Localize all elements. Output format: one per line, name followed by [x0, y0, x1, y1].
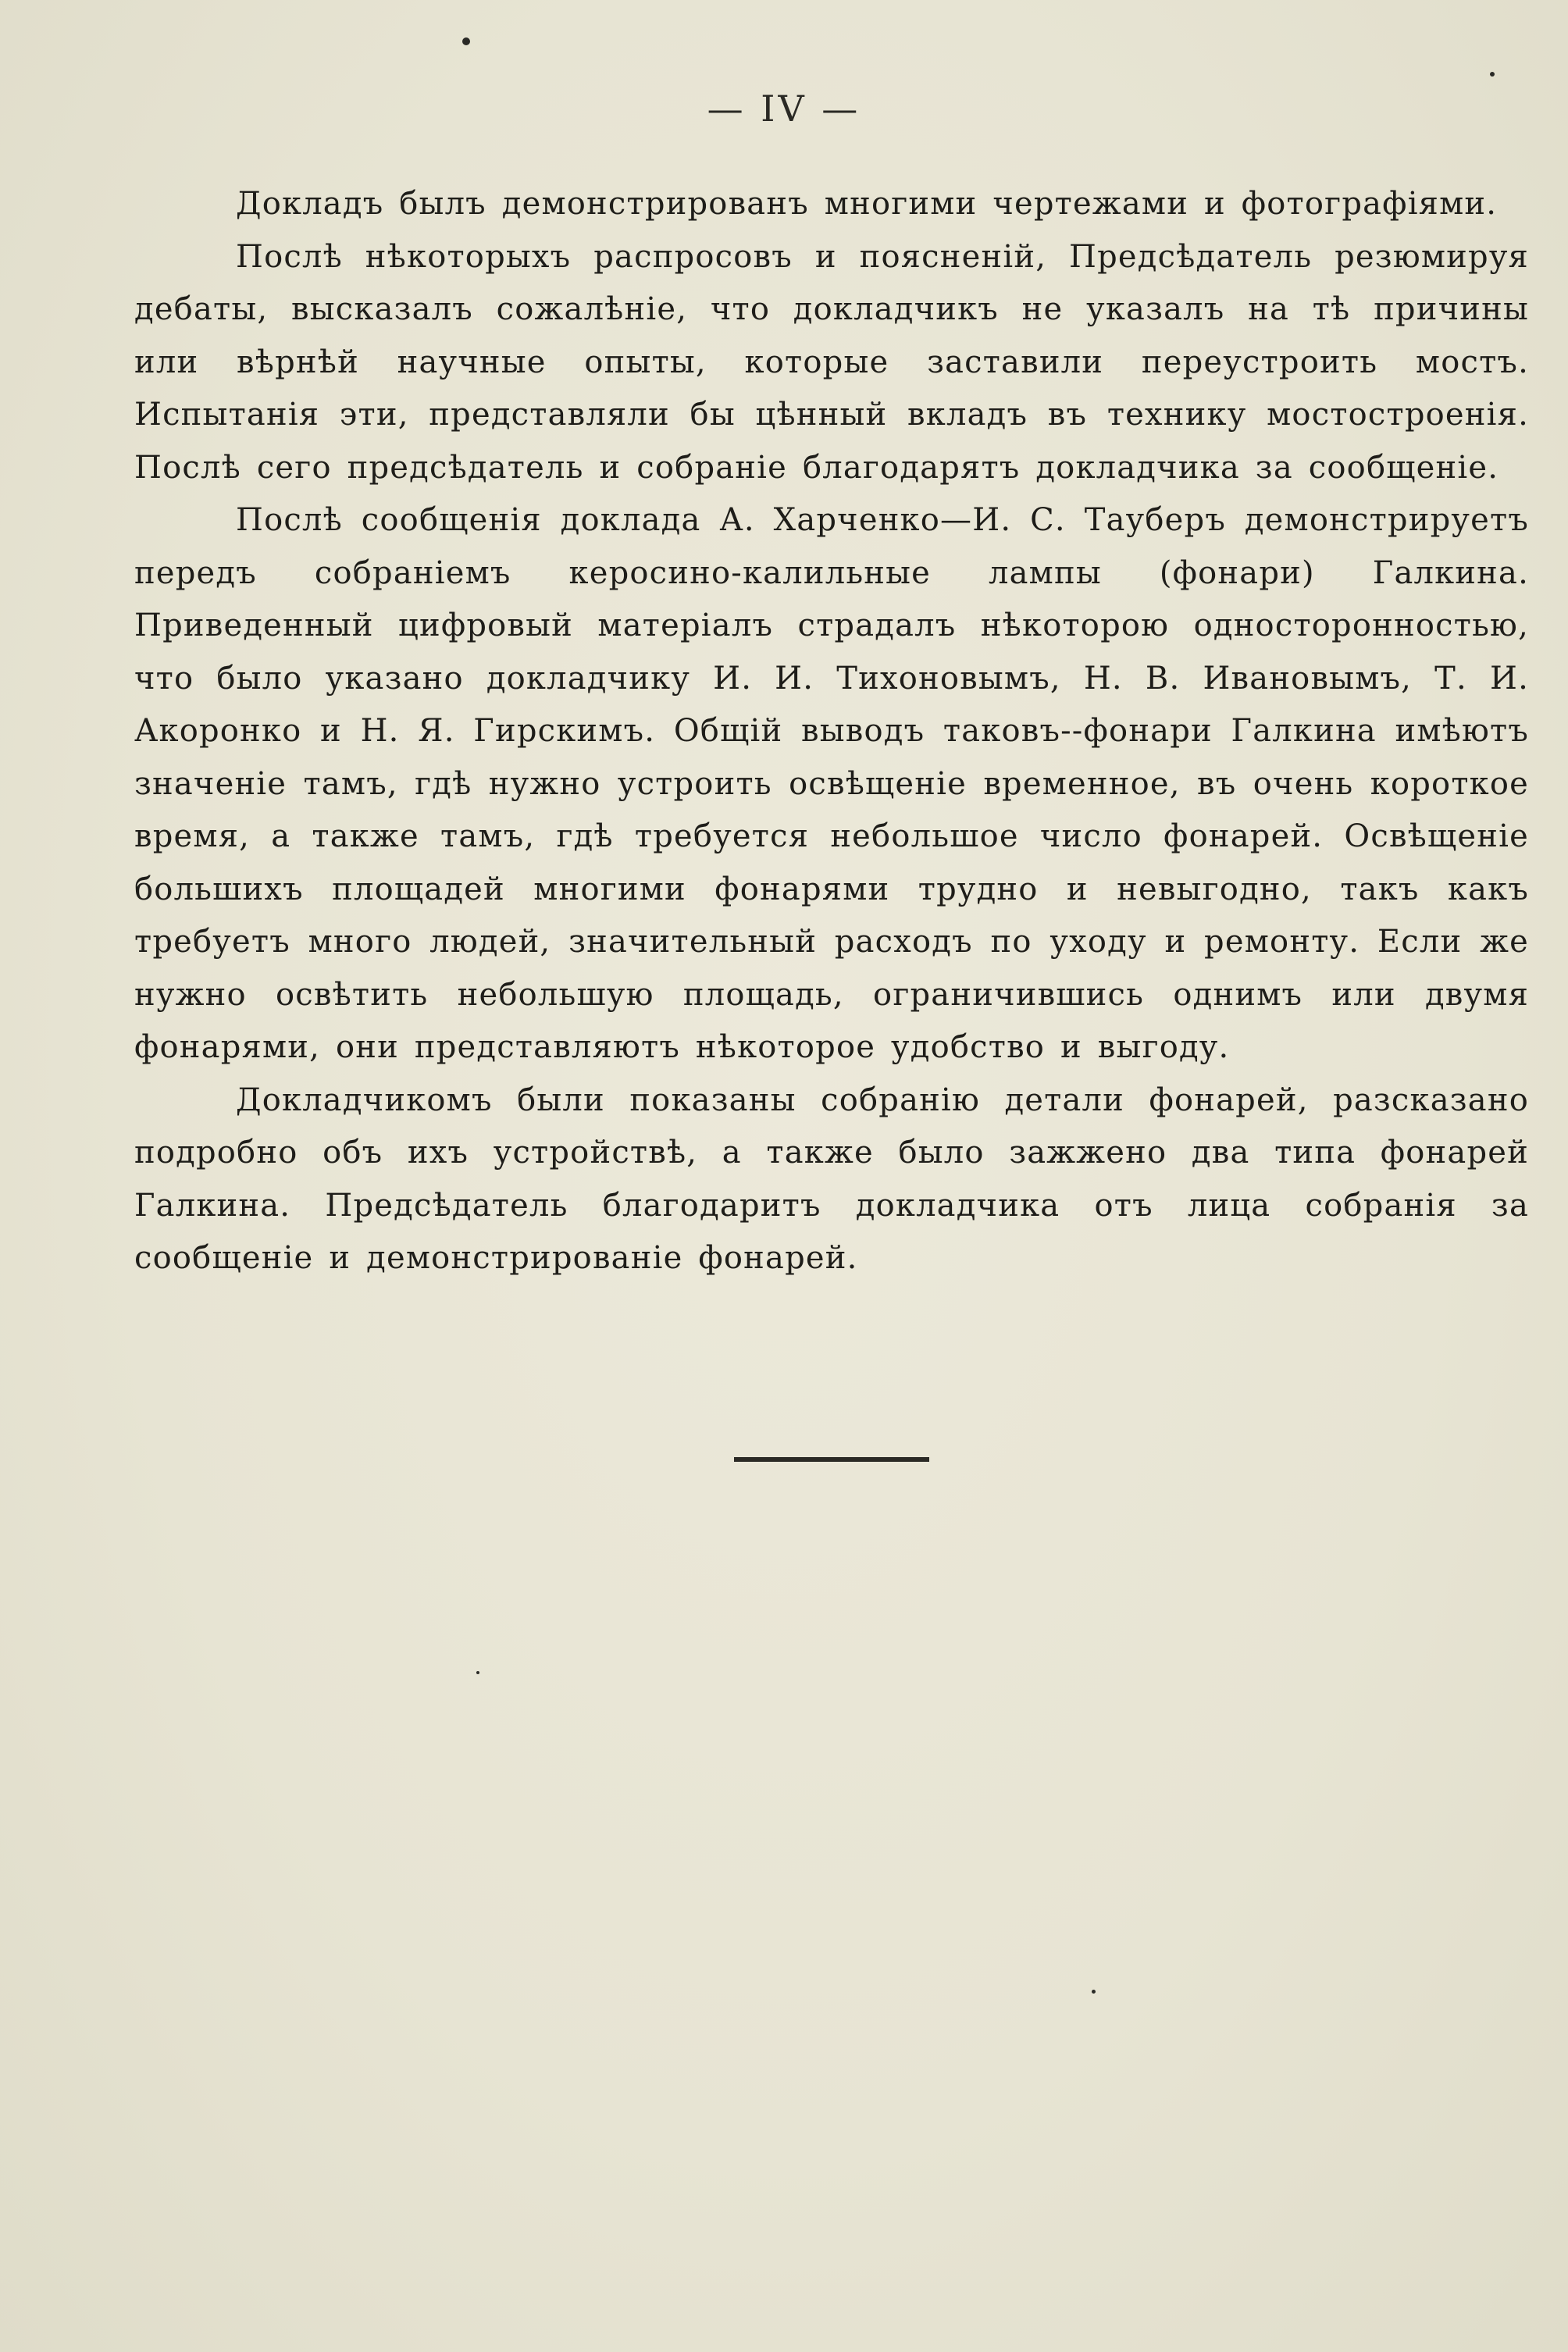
ink-speck: [1490, 72, 1495, 77]
paragraph: Послѣ нѣкоторыхъ распросовъ и поясненій, Предсѣдатель резюмируя дебаты, высказалъ сожалѣніе, что докладчикъ не указалъ на тѣ причины или вѣрнѣй научные опыты, которые заставили переустроить мостъ. Испытанія эти, представляли бы цѣнный вкладъ въ технику мостостроенія. Послѣ сего предсѣдатель и собраніе благодарятъ докладчика за сообщеніе.: [134, 238, 1529, 486]
section-divider: [734, 1457, 929, 1462]
page-number-header: — IV —: [707, 87, 861, 130]
paragraph: Докладъ былъ демонстрированъ многими чертежами и фотографіями.: [236, 186, 1498, 222]
paragraph: Послѣ сообщенія доклада А. Харченко—И. С. Тауберъ демонстрируетъ передъ собраніемъ керосино-калильные лампы (фонари) Галкина. Приведенный цифровый матеріалъ страдалъ нѣкоторою односторонностью, что было указано докладчику И. И. Тихоновымъ, Н. В. Ивановымъ, Т. И. Акоронко и Н. Я. Гирскимъ. Общій выводъ таковъ--фонари Галкина имѣютъ значеніе тамъ, гдѣ нужно устроить освѣщеніе временное, въ очень короткое время, а также тамъ, гдѣ требуется небольшое число фонарей. Освѣщеніе большихъ площадей многими фонарями трудно и невыгодно, такъ какъ требуетъ много людей, значительный расходъ по уходу и ремонту. Если же нужно освѣтить небольшую площадь, ограничившись однимъ или двумя фонарями, они представляютъ нѣкоторое удобство и выгоду.: [134, 502, 1529, 1065]
body-text: [134, 178, 1529, 1285]
ink-speck: [462, 37, 470, 45]
ink-speck: [1092, 1990, 1096, 1994]
ink-speck: [476, 1671, 479, 1674]
paragraph: Докладчикомъ были показаны собранію детали фонарей, разсказано подробно объ ихъ устройствѣ, а также было зажжено два типа фонарей Галкина. Предсѣдатель благодаритъ докладчика отъ лица собранія за сообщеніе и демонстрированіе фонарей.: [134, 1082, 1529, 1276]
